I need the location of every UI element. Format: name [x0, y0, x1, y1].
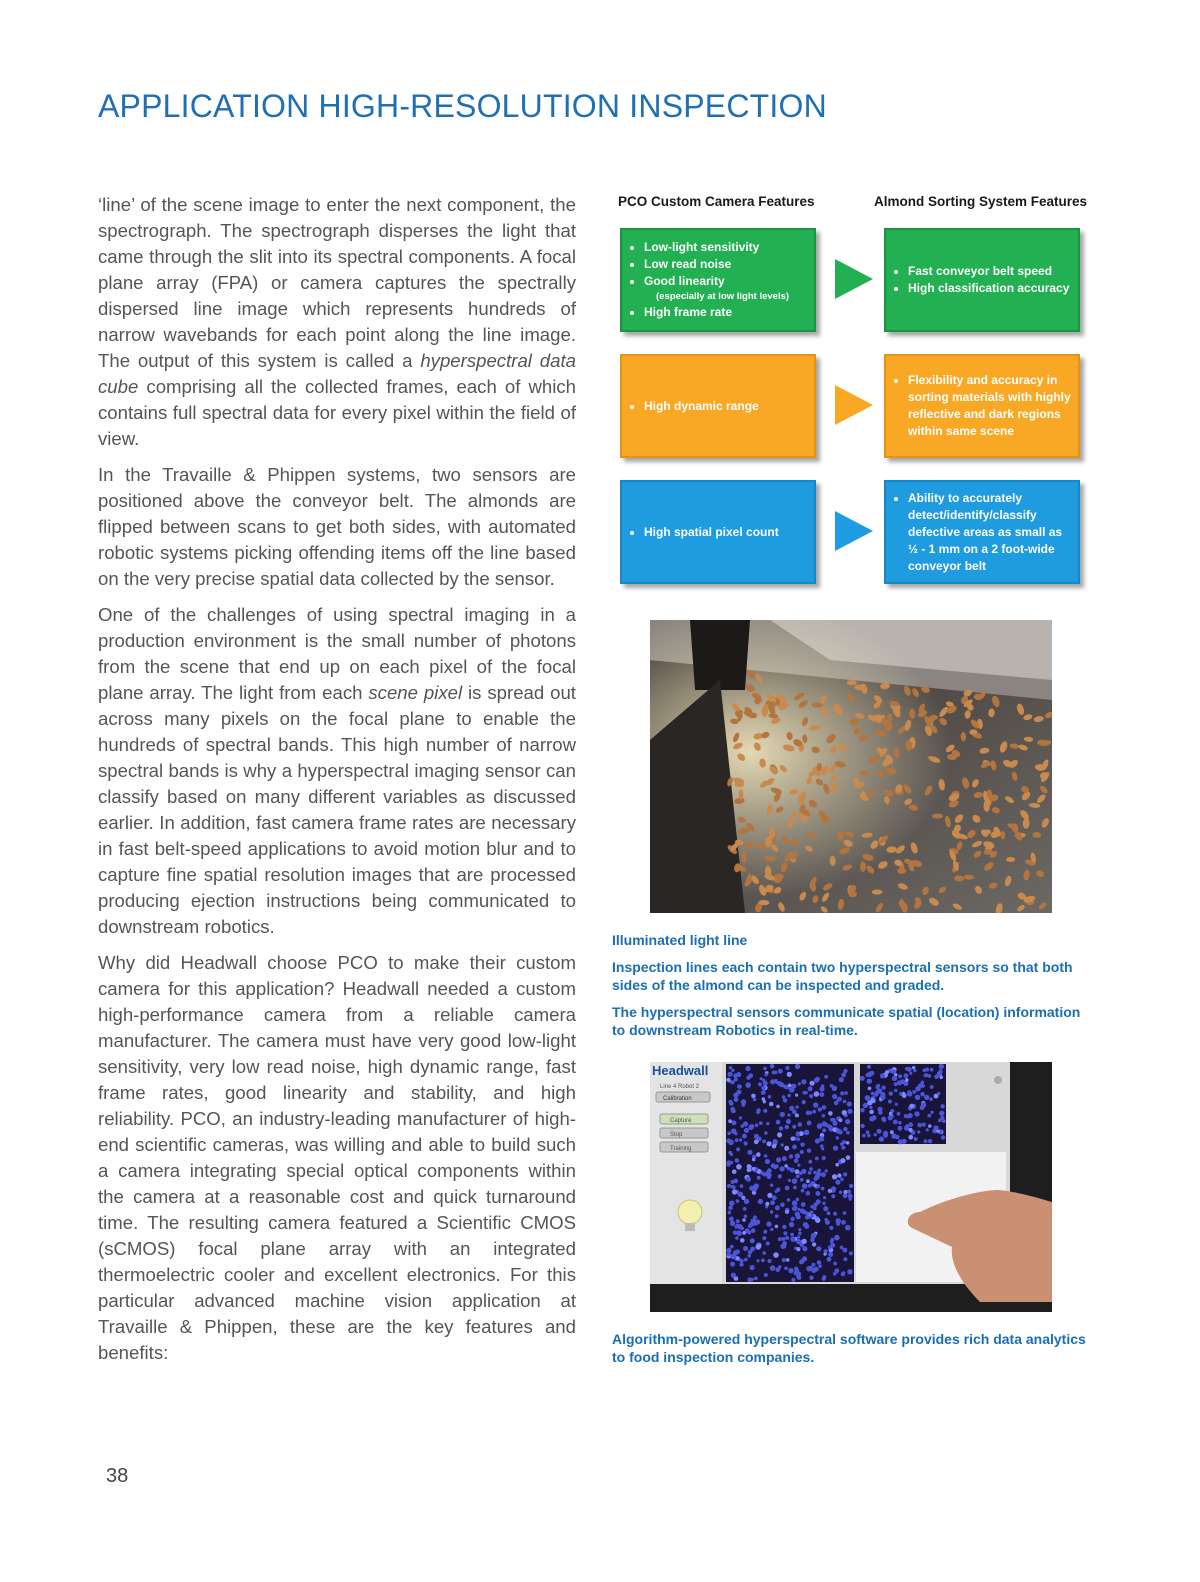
camera-features-header: PCO Custom Camera Features [618, 194, 815, 209]
emphasis-scene-pixel: scene pixel [368, 682, 463, 703]
paragraph-4: Why did Headwall choose PCO to make their custom camera for this application? Headwall needed a custom high-performance camera from a reliable camera manufacturer. The camera must have very good low-light sensitivity, very low read noise, high dynamic range, fast frame rates, good linearity and stability, and high reliability. PCO, an industry-leading manufacturer of high-end scientific cameras, was willing and able to build such a camera integrating special optical components within the camera at a reasonable cost and quick turnaround time. The resulting camera featured a Scientific CMOS (sCMOS) focal plane array with an integrated thermoelectric cooler and excellent electronics. For this particular advanced machine vision application at Travaille & Phippen, these are the key features and benefits: [98, 952, 576, 1363]
software-screen-photo [650, 1062, 1052, 1312]
capture-button[interactable]: Capture [670, 1118, 692, 1124]
caption-software: Algorithm-powered hyperspectral software provides rich data analytics to food inspection companies. [612, 1331, 1086, 1365]
body-text [98, 192, 576, 1376]
software-screen-illustration [650, 1062, 1052, 1312]
stop-button[interactable]: Stop [670, 1132, 683, 1138]
almond-conveyor-photo [650, 620, 1052, 913]
sorting-features-header: Almond Sorting System Features [874, 194, 1088, 209]
almond-conveyor-illustration [650, 620, 1052, 913]
power-icon [994, 1076, 1002, 1084]
sorting-feature-box-3: • Ability to accurately detect/identify/classify defective areas as small as ½ - 1 mm on a 2 foot-wide conveyor belt [884, 480, 1080, 584]
paragraph-1: ‘line’ of the scene image to enter the next component, the spectrograph. The spectrograph disperses the light that came through the slit into its spectral components. A focal plane array (FPA) or camera captures the spectrally dispersed line image which represents hundreds of narrow wavebands for each point along the line image. The output of this system is called a hyperspectral data cube comprising all the collected frames, each of which contains full spectral data for every pixel within the field of view. [98, 194, 576, 449]
camera-feature-box-3: • High spatial pixel count [620, 480, 816, 584]
training-button[interactable]: Training [670, 1146, 692, 1152]
svg-text:Line 4 Robot 2: Line 4 Robot 2 [660, 1084, 700, 1090]
paragraph-2: In the Travaille & Phippen systems, two sensors are positioned above the conveyor belt. The almonds are flipped between scans to get both sides, with automated robotic systems picking offending items off the line based on the very precise spatial data collected by the sensor. [98, 464, 576, 589]
sorting-feature-box-1: • Fast conveyor belt speed • High classification accuracy [884, 228, 1080, 332]
caption-light-line: Illuminated light line [612, 932, 748, 948]
calibration-button[interactable]: Calibration [663, 1096, 692, 1102]
caption-inspection-lines: Inspection lines each contain two hyperspectral sensors so that both sides of the almond can be inspected and graded. [612, 959, 1073, 993]
caption-robotics: The hyperspectral sensors communicate spatial (location) information to downstream Robotics in real-time. [612, 1004, 1081, 1038]
page-title: APPLICATION HIGH-RESOLUTION INSPECTION [98, 88, 827, 124]
sorting-feature-box-2: • Flexibility and accuracy in sorting materials with highly reflective and dark regions within same scene [884, 354, 1080, 458]
camera-feature-box-1: • Low-light sensitivity • Low read noise • Good linearity (especially at low light levels) • High frame rate [620, 228, 816, 332]
arrow-right-icon [835, 511, 873, 551]
features-diagram [612, 190, 1102, 590]
page-number: 38 [106, 1465, 129, 1487]
emphasis-hyperspectral-data-cube: hyperspectral data cube [98, 350, 576, 397]
camera-feature-box-2: • High dynamic range [620, 354, 816, 458]
screen-button-list [656, 1092, 710, 1152]
paragraph-3: One of the challenges of using spectral imaging in a production environment is the small number of photons from the scene that end up on each pixel of the focal plane array. The light from each scene pixel is spread out across many pixels on the focal plane to enable the hundreds of spectral bands. This high number of narrow spectral bands is why a hyperspectral imaging sensor can classify based on many different variables as discussed earlier. In addition, fast camera frame rates are necessary in fast belt-speed applications to avoid motion blur and to capture fine spatial resolution images that are processed producing ejection instructions being communicated to downstream robotics. [98, 604, 576, 937]
arrow-right-icon [835, 259, 873, 299]
arrow-right-icon [835, 385, 873, 425]
headwall-logo: Headwall [652, 1063, 709, 1078]
